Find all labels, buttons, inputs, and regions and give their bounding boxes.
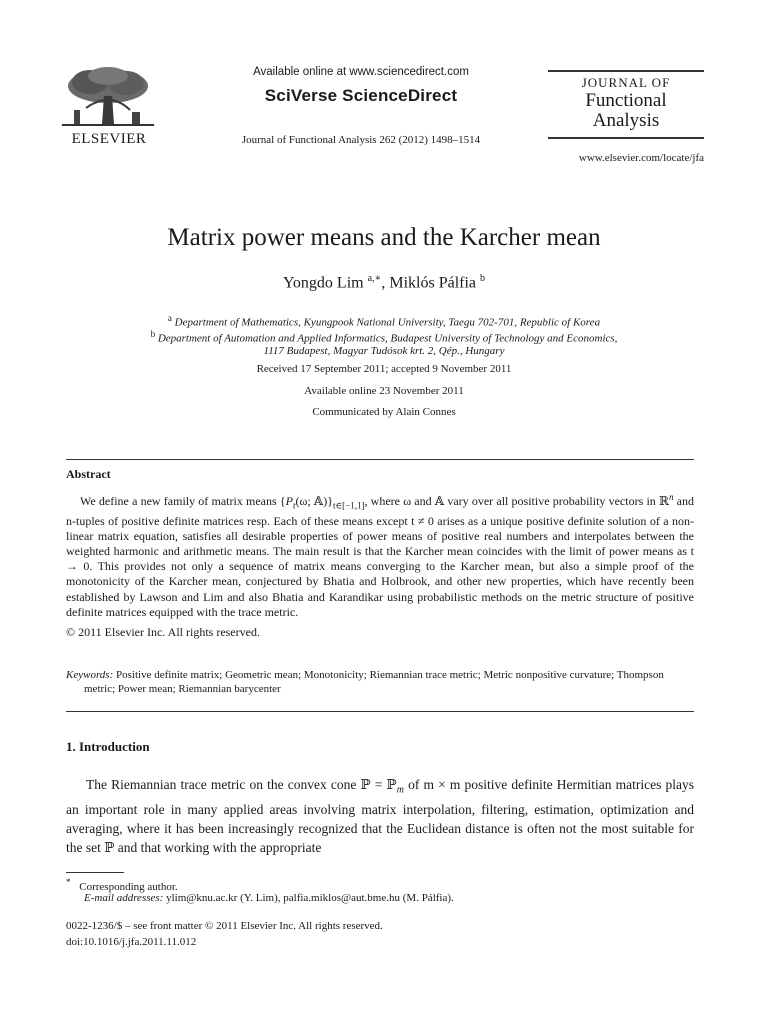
keywords [66,668,684,696]
keywords-label: Keywords: [66,669,114,681]
affiliation-text: Department of Mathematics, Kyungpook National University, Taegu 702-701, Republic of Korea [174,316,601,329]
author-name: Yongdo Lim [282,274,364,292]
article-title: Matrix power means and the Karcher mean [167,224,601,251]
footnote-rule [66,872,124,873]
affiliation-mark: a [167,313,172,323]
received-dates: Received 17 September 2011; accepted 9 November 2011 [256,363,512,375]
abstract-body [66,490,694,620]
keywords-text: Positive definite matrix; Geometric mean; Monotonicity; Riemannian trace metric; Metric nonpositive curvature; Thompson metric; Power mean; Riemannian barycenter [84,669,664,695]
abstract-text: We define a new family of matrix means { [80,494,286,508]
journal-of-label: JOURNAL OF [581,75,671,90]
math-superscript: n [668,492,674,502]
author-list [0,273,768,292]
affiliation-mark: b [150,329,156,339]
issn-line: 0022-1236/$ – see front matter © 2011 Elsevier Inc. All rights reserved. [66,920,383,932]
math-symbol: P [285,494,293,508]
math-args: (ω; 𝔸)} [295,494,333,508]
publisher-name: ELSEVIER [71,131,147,147]
available-online-text[interactable]: Available online at www.sciencedirect.com [253,66,469,78]
abstract-text: and n-tuples of positive definite matrices resp. Each of these means except t ≠ 0 arises as a unique positive definite solution of a non-linear matrix equation, satisfies all desirable properties of power means of positive real numbers and interpolates between the weighted harmonic and arithmetic means. The main result is that the Karcher mean coincides with the limit of power means as t → 0. This provides not only a sequence of matrix means converging to the Karcher mean, but also a simple proof of the monotonicity of the Karcher mean, conjectured by Bhatia and Holbrook, and other new properties, which have recently been established by Lawson and Lim and also Bhatia and Karandikar using probabilistic methods on the metric structure of positive definite matrices equipped with the trace metric. [66,494,694,619]
footnote-emails [84,892,454,904]
author-marks: a,∗ [367,273,382,284]
section-heading: 1. Introduction [66,739,150,754]
author-separator: , [381,274,390,292]
author-marks: b [480,273,486,284]
abstract-copyright: © 2011 Elsevier Inc. All rights reserved. [66,625,260,639]
affiliation-b-line2: 1117 Budapest, Magyar Tudósok krt. 2, Qép., Hungary [263,345,505,357]
divider [66,459,694,460]
affiliation-text: Department of Automation and Applied Informatics, Budapest University of Technology and Economics, [157,332,618,345]
abstract-text: , where ω and 𝔸 vary over all positive probability vectors in ℝ [364,494,669,508]
math-subscript: m [396,784,404,796]
email-label: E-mail addresses: [84,892,164,904]
elsevier-tree-logo-icon [60,66,156,128]
sciencedirect-logo: SciVerse ScienceDirect [264,86,458,105]
journal-url[interactable]: www.elsevier.com/locate/jfa [578,152,704,164]
journal-name-line1: Functional [585,90,667,111]
communicated-by: Communicated by Alain Connes [312,406,456,418]
affiliation-a [0,313,768,329]
math-subscript: t [292,500,296,511]
footnote-mark: * [66,877,71,887]
body-text: of m × m positive definite Hermitian matrices plays an important role in many applied areas involving matrix interpolation, filtering, estimation, optimization and averaging, where it has been increasingly recognized that the Euclidean distance is often not the most suitable for the set ℙ and that working with the appropriate [66,777,694,856]
divider [66,711,694,712]
footnote-corresponding [66,877,178,893]
math-range: t∈[−1,1] [333,500,365,511]
journal-title-box [548,70,704,139]
author-name: Miklós Pálfia [389,274,477,292]
footnote-text: Corresponding author. [79,880,178,893]
available-online-date: Available online 23 November 2011 [304,385,464,397]
affiliation-b [0,329,768,345]
intro-paragraph [66,775,694,858]
abstract-heading: Abstract [66,467,111,481]
doi-link[interactable]: doi:10.1016/j.jfa.2011.11.012 [66,936,197,948]
journal-name-line2: Analysis [592,110,660,131]
journal-name [548,91,704,131]
journal-citation: Journal of Functional Analysis 262 (2012) 1498–1514 [241,134,481,146]
email-addresses[interactable]: ylim@knu.ac.kr (Y. Lim), palfia.miklos@aut.bme.hu (M. Pálfia). [166,892,454,904]
body-text: The Riemannian trace metric on the convex cone ℙ = ℙ [86,777,397,792]
